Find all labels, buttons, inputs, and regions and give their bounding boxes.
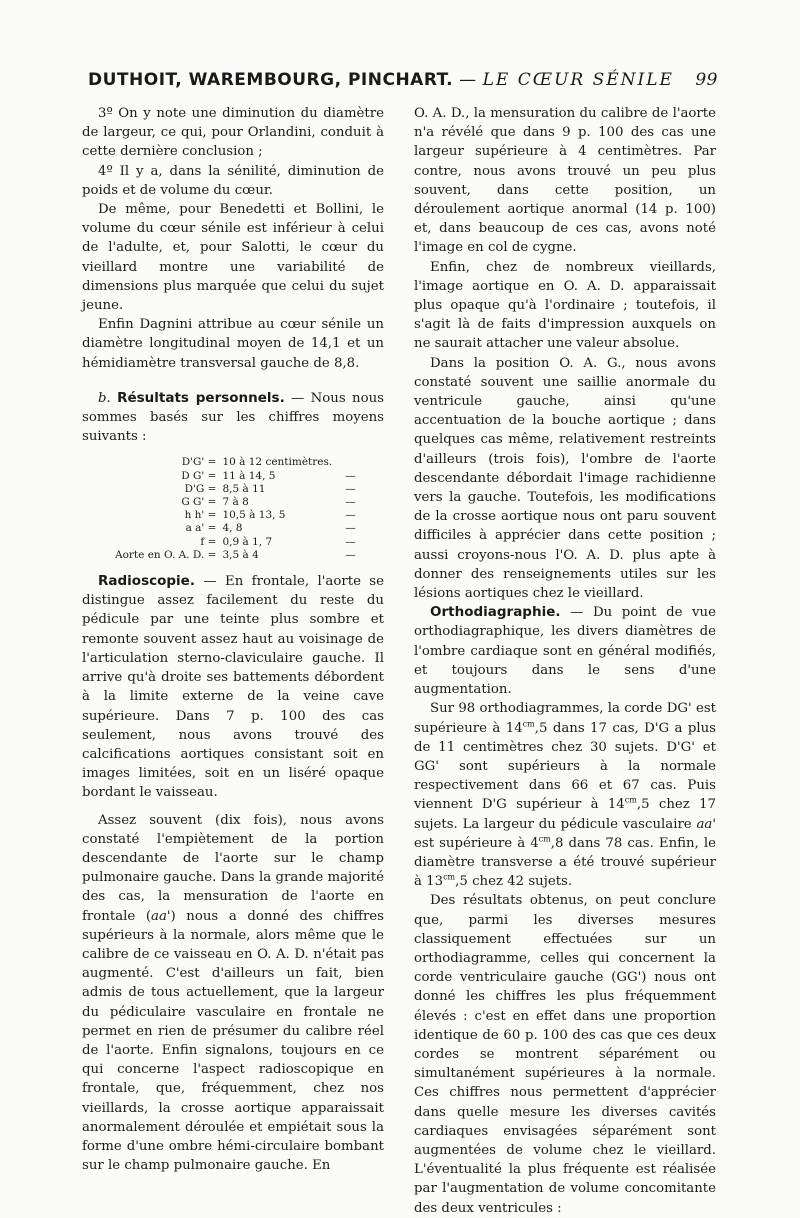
table-cell-dash: — [345,482,356,495]
left-column [82,104,384,1175]
section-b-text: — Nous nous sommes basés sur les chiffres moyens suivants : [82,390,384,445]
right-column [414,104,716,1218]
superscript: cm [624,795,637,805]
text-run: est supérieure à 4 [414,835,539,851]
paragraph [414,699,716,891]
section-b [82,389,384,447]
table-row [112,549,359,562]
paragraph: Enfin, chez de nombreux vieillards, l'image aortique en O. A. D. apparaissait plus opaque qu'à l'ordinaire ; toutefois, il s'agit là de faits d'impression auxquels on ne saurait attacher une valeur absolue. [414,259,716,352]
table-cell-dash: — [345,469,356,482]
table-cell-value: 7 à 8 [222,496,249,509]
paragraph [82,811,384,1176]
page-number: 99 [695,70,718,90]
orthodiagraphie-title: Orthodiagraphie. [430,604,561,621]
table-row [112,536,359,549]
paragraph: 3º On y note une diminution du diamètre de largeur, ce qui, pour Orlandini, conduit à cette dernière conclusion ; [82,106,384,160]
orthodiagraphie-text: — Du point de vue orthodiagraphique, les divers diamètres de l'ombre cardiaque sont en général modifiés, et toujours dans le sens d'une augmentation. [414,605,716,698]
table-cell-value: 3,5 à 4 [222,548,259,561]
text-run-italic: aa' [696,816,716,832]
table-cell-label: a a' = [185,522,217,535]
table-cell-label: D G' = [181,469,217,482]
paragraph: Enfin Dagnini attribue au cœur sénile un diamètre longitudinal moyen de 14,1 et un hémidiamètre transversal gauche de 8,8. [82,317,384,371]
text-run: ,8 dans 78 cas. Enfin, le diamètre transverse a été trouvé supérieur à 13 [414,835,717,890]
paragraph: Des résultats obtenus, on peut conclure que, parmi les diverses mesures classiquement effectuées sur un orthodiagramme, celles qui concernent la corde ventriculaire gauche (GG') nous ont donné les chiffres les plus fréquemment élevés : c'est en effet dans une proportion identique de 60 p. 100 des cas que ces deux cordes se montrent séparément ou simultanément supérieures à la normale. Ces chiffres nous permettent d'apprécier dans quelle mesure les diverses cavités cardiaques envisagées séparément sont augmentées de volume chez le vieillard. L'éventualité la plus fréquente est réalisée par l'augmentation de volume concomitante des deux ventricules : [414,893,716,1216]
section-b-label: b. [98,390,111,406]
text-run: Assez souvent (dix fois), nous avons constaté l'empiètement de la portion descendante de l'aorte sur le champ pulmonaire gauche. Dans la grande majorité des cas, la mensuration de l'aorte en frontale ( [82,812,384,924]
table-cell-value: 4, 8 [222,522,243,535]
table-cell-label: h h' = [184,509,217,522]
table-cell-value: 10 à 12 centimètres. [222,456,333,469]
orthodiagraphie-paragraph [414,603,716,699]
table-cell-dash: — [345,548,356,561]
table-cell-value: 8,5 à 11 [222,482,266,495]
table-cell-dash: — [345,522,356,535]
table-cell-dash [335,456,359,469]
table-row [112,470,359,483]
table-cell-dash: — [345,535,356,548]
table-row [112,509,359,522]
table-cell-dash: — [345,509,356,522]
header-dash: — [459,70,477,90]
radioscopie-title: Radioscopie. [98,573,195,590]
paragraph: 4º Il y a, dans la sénilité, diminution de poids et de volume du cœur. [82,163,384,198]
table-cell-dash: — [345,496,356,509]
header-authors: DUTHOIT, WAREMBOURG, PINCHART. [88,70,454,90]
table-cell-label: f = [200,535,217,548]
text-run: ,5 dans 17 cas, D'G a plus de 11 centimètres chez 30 sujets. D'G' et GG' sont supérieurs à la normale respectivement dans 66 et 67 cas. Puis viennent D'G supérieur à 14 [414,720,716,813]
paragraph: De même, pour Benedetti et Bollini, le volume du cœur sénile est inférieur à celui de l'adulte, et, pour Salotti, le cœur du vieillard montre une variabilité de dimensions plus marquée que celui du sujet jeune. [82,202,384,314]
superscript: cm [443,872,456,882]
paragraph: Dans la position O. A. G., nous avons constaté souvent une saillie anormale du ventricule gauche, ainsi qu'une accentuation de la bouche aortique ; dans quelques cas même, relativement restreints d'ailleurs (trois fois), l'ombre de l'aorte descendante débordait l'image rachidienne vers la gauche. Toutefois, les modifications de la crosse aortique nous ont paru souvent difficiles à apprécier dans cette position ; aussi croyons-nous l'O. A. D. plus apte à donner des renseignements utiles sur les lésions aortiques chez le vieillard. [414,355,716,602]
superscript: cm [522,719,535,729]
text-run: ,5 chez 17 sujets. La largeur du pédicule vasculaire [414,797,716,832]
text-run: ,5 chez 42 sujets. [455,874,573,890]
radioscopie-text: — En frontale, l'aorte se distingue assez facilement du reste du pédicule par une teinte plus sombre et remonte souvent assez haut au voisinage de l'articulation sterno-claviculaire gauche. Il arrive qu'à droite ses battements débordent à la limite externe de la veine cave supérieure. Dans 7 p. 100 des cas seulement, nous avons trouvé des calcifications aortiques consistant soit en images limitées, soit en un liséré opaque bordant le vaisseau. [82,574,385,801]
table-cell-label: G G' = [181,496,217,509]
text-run: ) nous a donné des chiffres supérieurs à la normale, alors même que le calibre de ce vaisseau en O. A. D. n'était pas augmenté. C'est d'ailleurs un fait, bien admis de tous actuellement, que la largeur du pédiculaire vasculaire en frontale ne permet en rien de présumer du calibre réel de l'aorte. Enfin signalons, toujours en ce qui concerne l'aspect radioscopique en frontale, que, fréquemment, chez nos vieillards, la crosse aortique apparaissait anormalement déroulée et empiétait sous la forme d'une ombre hémi-circulaire bombant sur le champ pulmonaire gauche. En [82,908,384,1174]
table-row [112,483,359,496]
paragraph: O. A. D., la mensuration du calibre de l'aorte n'a révélé que dans 9 p. 100 des cas une largeur supérieure à 4 centimètres. Par contre, nous avons trouvé un peu plus souvent, dans cette position, un déroulement aortique anormal (14 p. 100) et, dans beaucoup de ces cas, avons noté l'image en col de cygne. [414,106,716,256]
table-cell-label: D'G' = [181,456,217,469]
table-row [112,496,359,509]
table-cell-value: 11 à 14, 5 [222,469,276,482]
text-run: Sur 98 orthodiagrammes, la corde DG' est supérieure à 14 [414,701,716,736]
text-run-italic: aa' [151,908,171,924]
table-cell-label: Aorte en O. A. D. = [115,548,217,561]
table-cell-value: 0,9 à 1, 7 [222,535,273,548]
superscript: cm [538,834,551,844]
table-row [112,456,359,469]
table-row [112,522,359,535]
radioscopie-paragraph [82,572,384,802]
running-header [88,70,718,90]
measurement-table [112,456,359,562]
section-b-title: Résultats personnels. [117,389,285,406]
table-cell-label: D'G = [184,482,217,495]
table-cell-value: 10,5 à 13, 5 [222,509,286,522]
header-subtitle: LE CŒUR SÉNILE [482,70,674,90]
